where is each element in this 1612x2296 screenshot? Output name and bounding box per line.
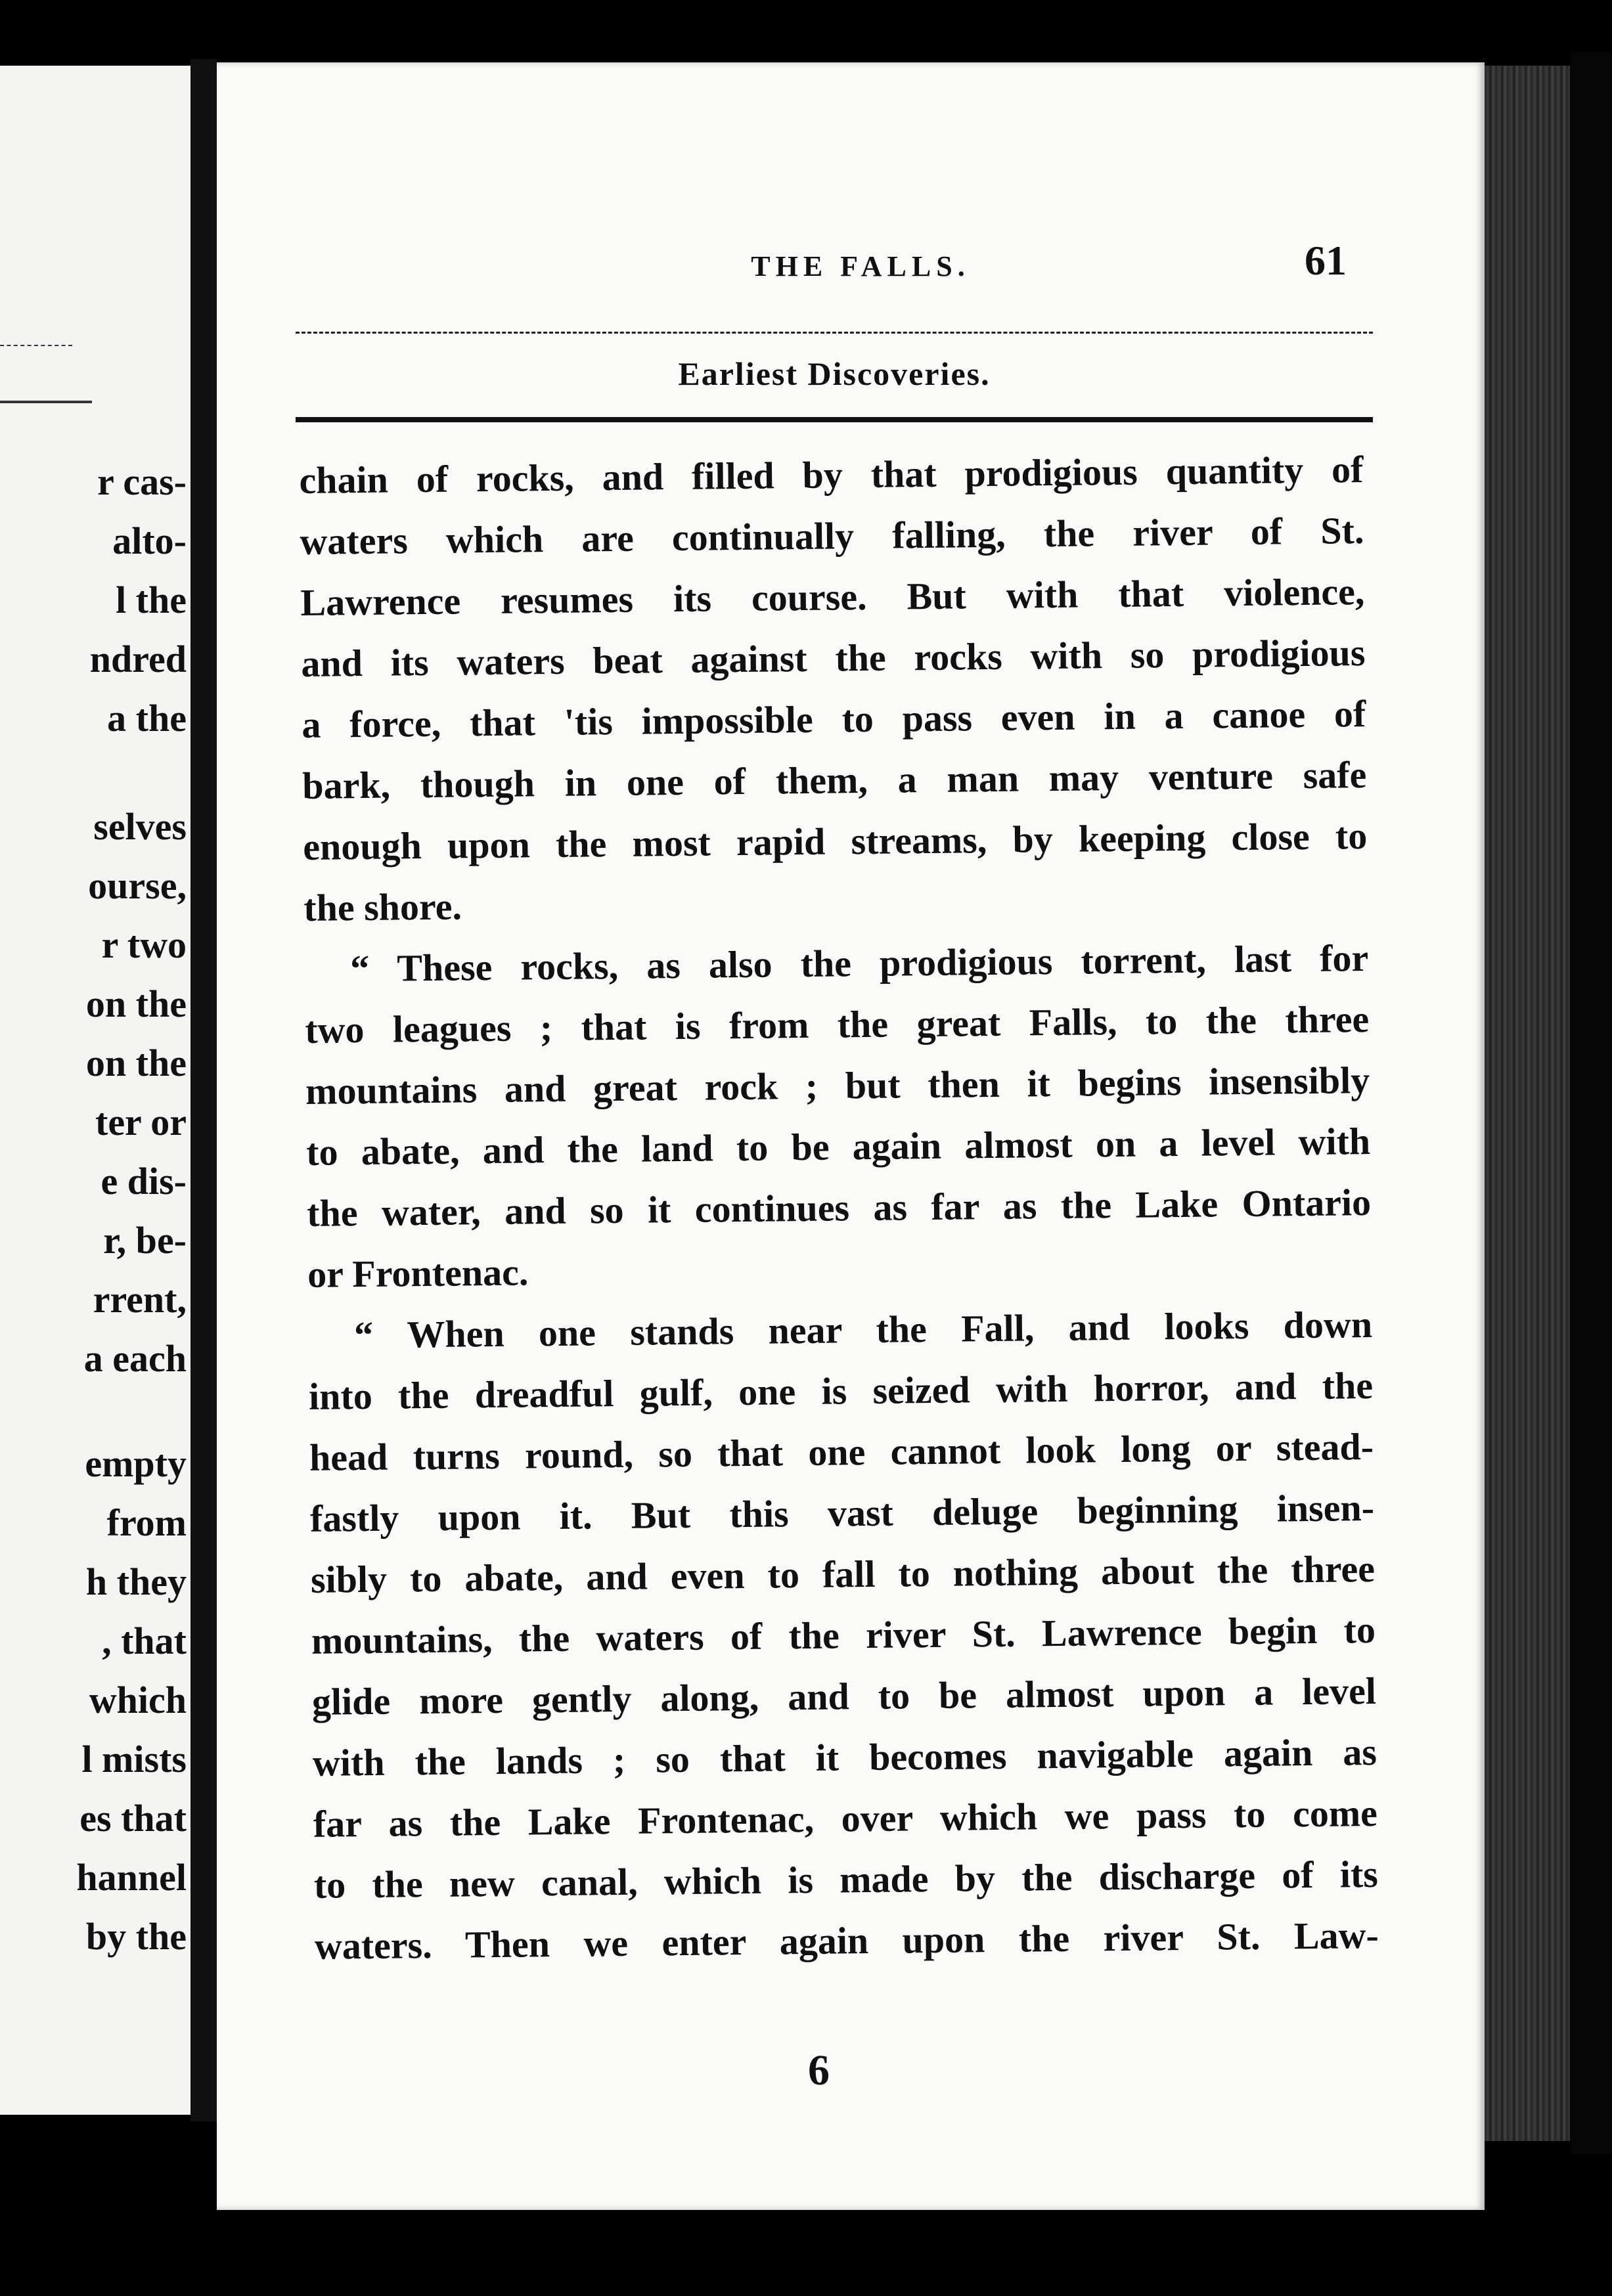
text-line: or Frontenac. bbox=[307, 1250, 529, 1296]
left-page-line: ter or bbox=[95, 1101, 187, 1143]
page-number: 61 bbox=[1305, 237, 1347, 284]
running-title: THE FALLS. bbox=[751, 250, 970, 282]
main-page bbox=[217, 62, 1485, 2210]
signature-mark: 6 bbox=[808, 2046, 830, 2094]
left-page-line: on the bbox=[85, 982, 187, 1025]
left-page-line: h they bbox=[85, 1560, 187, 1603]
text-line: to abate, and the land to be again almost on a level with bbox=[305, 1119, 1371, 1174]
text-line: “ When one stands near the Fall, and looks down bbox=[353, 1302, 1373, 1357]
left-page bbox=[0, 66, 190, 2115]
left-page-line: hannel bbox=[76, 1856, 187, 1899]
section-heading: Earliest Discoveries. bbox=[678, 355, 991, 392]
text-line: to the new canal, which is made by the discharge of its bbox=[313, 1852, 1379, 1907]
text-line: waters. Then we enter again upon the river St. Law- bbox=[314, 1913, 1379, 1968]
left-page-line: a the bbox=[107, 697, 187, 740]
text-line: Lawrence resumes its course. But with that violence, bbox=[300, 570, 1365, 624]
left-page-line: l the bbox=[116, 579, 187, 621]
book-gutter bbox=[190, 59, 217, 2121]
text-line: fastly upon it. But this vast deluge beginning insen- bbox=[309, 1486, 1375, 1540]
left-page-line: ourse, bbox=[88, 864, 187, 907]
text-line: two leagues ; that is from the great Falls, to the three bbox=[304, 997, 1370, 1051]
left-page-rule bbox=[0, 345, 72, 346]
left-page-line: alto- bbox=[112, 519, 187, 562]
text-line: mountains, the waters of the river St. Lawrence begin to bbox=[311, 1608, 1376, 1662]
text-line: chain of rocks, and filled by that prodigious quantity of bbox=[299, 448, 1364, 502]
left-page-line: which bbox=[89, 1679, 187, 1721]
left-page-line: e dis- bbox=[101, 1160, 187, 1203]
text-line: bark, though in one of them, a man may venture safe bbox=[302, 753, 1367, 807]
left-page-line: from bbox=[106, 1501, 187, 1544]
text-line: a force, that 'tis impossible to pass even in a canoe of bbox=[302, 692, 1366, 746]
text-line: with the lands ; so that it becomes navigable again as bbox=[312, 1730, 1377, 1784]
left-page-line: r cas- bbox=[97, 460, 187, 503]
left-page-line: r two bbox=[101, 923, 187, 966]
left-page-line: selves bbox=[93, 805, 187, 848]
text-line: mountains and great rock ; but then it begins insensibly bbox=[305, 1058, 1370, 1113]
text-line: “ These rocks, as also the prodigious torrent, last for bbox=[349, 936, 1369, 990]
text-line: the water, and so it continues as far as the Lake Ontario bbox=[306, 1180, 1372, 1235]
heading-rule bbox=[296, 417, 1373, 422]
left-page-line: r, be- bbox=[103, 1219, 187, 1262]
text-line: enough upon the most rapid streams, by keeping close to bbox=[302, 814, 1368, 868]
left-page-line: es that bbox=[79, 1797, 187, 1840]
text-line: far as the Lake Frontenac, over which we pass to come bbox=[313, 1791, 1378, 1845]
left-page-line: , that bbox=[102, 1620, 187, 1662]
text-line: and its waters beat against the rocks with so prodigious bbox=[301, 631, 1366, 685]
text-line: sibly to abate, and even to fall to nothing about the three bbox=[310, 1547, 1376, 1601]
text-line: the shore. bbox=[303, 885, 462, 929]
text-line: glide more gently along, and to be almost upon a level bbox=[311, 1669, 1377, 1723]
left-page-line: a each bbox=[83, 1337, 187, 1380]
left-page-line: empty bbox=[85, 1442, 187, 1485]
left-page-rule bbox=[0, 401, 92, 403]
header-rule bbox=[296, 332, 1373, 334]
left-page-line: ndred bbox=[89, 638, 187, 680]
left-page-line: on the bbox=[85, 1042, 187, 1084]
text-line: head turns round, so that one cannot look long or stead- bbox=[309, 1424, 1374, 1479]
text-line: waters which are continually falling, the river of St. bbox=[300, 509, 1364, 563]
left-page-line: l mists bbox=[81, 1738, 187, 1780]
text-line: into the dreadful gulf, one is seized with horror, and the bbox=[308, 1363, 1374, 1418]
page-edges bbox=[1485, 66, 1570, 2141]
book-spine bbox=[1570, 53, 1612, 2154]
left-page-line: rrent, bbox=[93, 1278, 187, 1321]
left-page-line: by the bbox=[85, 1915, 187, 1958]
body-text bbox=[299, 439, 1379, 1977]
